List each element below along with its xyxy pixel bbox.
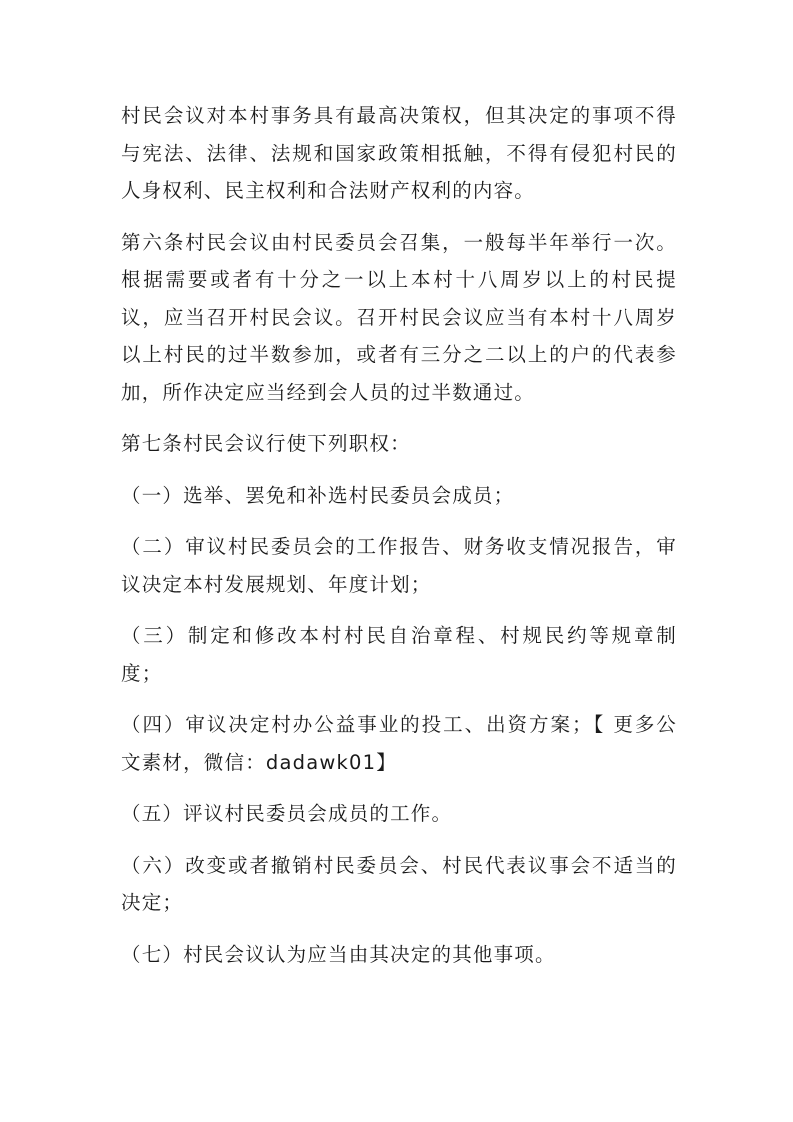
list-item-1: （一）选举、罢免和补选村民委员会成员； <box>121 483 515 507</box>
paragraph-article-6: 第六条村民会议由村民委员会召集，一般每半年举行一次。根据需要或者有十分之一以上本村十八周岁以上的村民提议，应当召开村民会议。召开村民会议应当有本村十八周岁以上村民的过半数参加，或者有三分之二以上的户的代表参加，所作决定应当经到会人员的过半数通过。 <box>121 230 677 404</box>
paragraph-decision-power: 村民会议对本村事务具有最高决策权，但其决定的事项不得与宪法、法律、法规和国家政策相抵触，不得有侵犯村民的人身权利、民主权利和合法财产权利的内容。 <box>121 104 677 202</box>
list-item-7: （七）村民会议认为应当由其决定的其他事项。 <box>121 942 556 966</box>
list-item-5: （五）评议村民委员会成员的工作。 <box>121 802 453 825</box>
list-item-4: （四）审议决定村办公益事业的投工、出资方案；【 更多公文素材，微信：dadawk01】 <box>121 713 677 774</box>
list-item-6: （六）改变或者撤销村民委员会、村民代表议事会不适当的决定； <box>121 853 677 914</box>
document-body <box>121 97 677 987</box>
list-item-3: （三）制定和修改本村村民自治章程、村规民约等规章制度； <box>121 624 677 685</box>
list-item-2: （二）审议村民委员会的工作报告、财务收支情况报告，审议决定本村发展规划、年度计划； <box>121 535 677 596</box>
paragraph-article-7: 第七条村民会议行使下列职权： <box>121 432 411 455</box>
